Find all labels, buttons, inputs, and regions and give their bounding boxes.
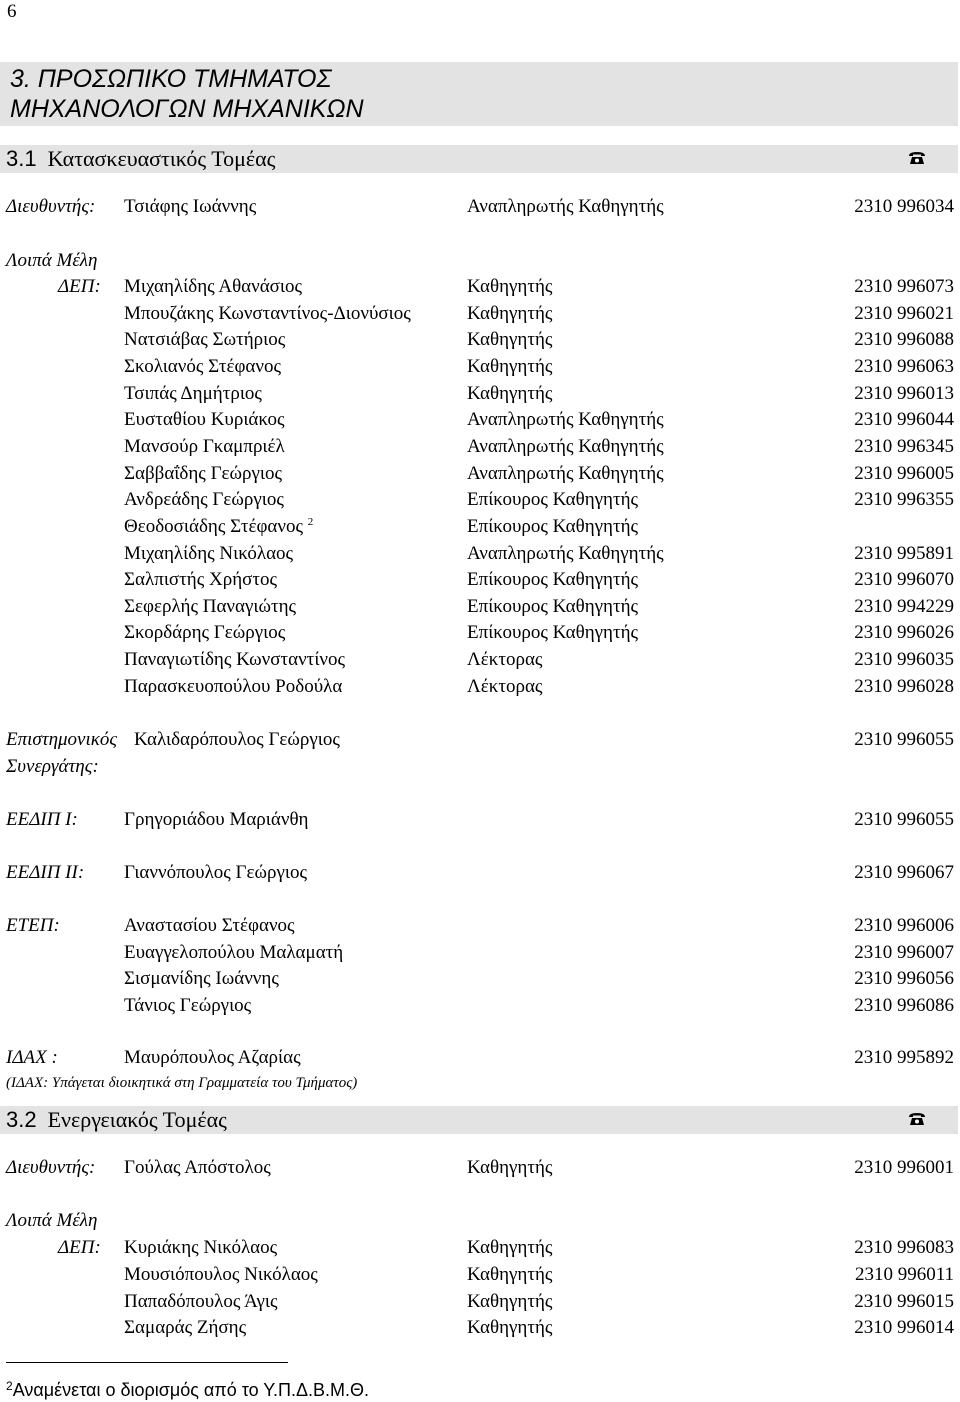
idax-phone: 2310 995892 (854, 1047, 954, 1068)
telephone-icon (908, 1111, 926, 1127)
member-rank: Αναπληρωτής Καθηγητής (467, 436, 664, 457)
other-members-label: Λοιπά Μέλη (6, 250, 98, 271)
section-3-2-heading (0, 1106, 958, 1134)
member-name: Μιχαηλίδης Αθανάσιος (124, 276, 303, 297)
director-name: Γούλας Απόστολος (124, 1157, 271, 1178)
member-name: Παπαδόπουλος Άγις (124, 1291, 278, 1312)
eedip-2-name: Γιαννόπουλος Γεώργιος (124, 862, 308, 883)
etep-name: Ευαγγελοπούλου Μαλαματή (124, 942, 344, 963)
other-members-label: Λοιπά Μέλη (6, 1210, 98, 1231)
director-name: Τσιάφης Ιωάννης (124, 196, 257, 217)
scientific-associate-label-2: Συνεργάτης: (6, 756, 99, 777)
chapter-heading (0, 62, 958, 126)
member-rank: Καθηγητής (467, 383, 553, 404)
scientific-associate-phone: 2310 996055 (854, 729, 954, 750)
eedip-2-phone: 2310 996067 (854, 862, 954, 883)
member-phone: 2310 996013 (854, 383, 954, 404)
chapter-heading-line-1: 3. ΠΡΟΣΩΠΙΚΟ ΤΜΗΜΑΤΟΣ (10, 65, 332, 93)
member-phone: 2310 996026 (854, 622, 954, 643)
member-rank: Επίκουρος Καθηγητής (467, 596, 639, 617)
member-phone: 2310 996005 (854, 463, 954, 484)
section-number: 3.2 (6, 1107, 37, 1132)
etep-phone: 2310 996086 (854, 995, 954, 1016)
member-phone: 2310 996014 (854, 1317, 954, 1338)
member-phone: 2310 996088 (854, 329, 954, 350)
member-rank: Επίκουρος Καθηγητής (467, 622, 639, 643)
member-name: Παναγιωτίδης Κωνσταντίνος (124, 649, 346, 670)
director-label: Διευθυντής: (6, 196, 96, 217)
member-rank: Καθηγητής (467, 303, 553, 324)
member-name: Ανδρεάδης Γεώργιος (124, 489, 284, 510)
eedip-1-phone: 2310 996055 (854, 809, 954, 830)
footnote-divider (6, 1362, 288, 1363)
member-phone: 2310 996035 (854, 649, 954, 670)
section-number: 3.1 (6, 146, 37, 171)
etep-name: Σισμανίδης Ιωάννης (124, 968, 279, 989)
etep-phone: 2310 996007 (854, 942, 954, 963)
member-rank: Επίκουρος Καθηγητής (467, 516, 639, 537)
member-name: Σκολιανός Στέφανος (124, 356, 281, 377)
member-phone: 2310 996073 (854, 276, 954, 297)
member-name: Τσιπάς Δημήτριος (124, 383, 262, 404)
member-rank: Καθηγητής (467, 1264, 553, 1285)
member-phone: 2310 996070 (854, 569, 954, 590)
eedip-1-name: Γρηγοριάδου Μαριάνθη (124, 809, 309, 830)
member-name: Παρασκευοπούλου Ροδούλα (124, 676, 343, 697)
member-name: Μουσιόπουλος Νικόλαος (124, 1264, 318, 1285)
footnote (6, 1378, 369, 1402)
member-name: Σαμαράς Ζήσης (124, 1317, 247, 1338)
idax-name: Μαυρόπουλος Αζαρίας (124, 1047, 301, 1068)
member-phone: 2310 996011 (854, 1264, 954, 1285)
member-rank: Αναπληρωτής Καθηγητής (467, 409, 664, 430)
member-phone: 2310 996028 (854, 676, 954, 697)
scientific-associate-label: Επιστημονικός (6, 729, 118, 750)
member-name: Σεφερλής Παναγιώτης (124, 596, 297, 617)
member-name: Μιχαηλίδης Νικόλαος (124, 543, 294, 564)
member-phone: 2310 994229 (854, 596, 954, 617)
member-rank: Λέκτορας (467, 676, 543, 697)
member-phone: 2310 996345 (854, 436, 954, 457)
footnote-marker: 2 (307, 516, 314, 528)
idax-note: (ΙΔΑΧ: Υπάγεται διοικητικά στη Γραμματεία του Τμήματος) (6, 1075, 358, 1091)
member-name: Σκορδάρης Γεώργιος (124, 622, 286, 643)
member-rank: Καθηγητής (467, 1237, 553, 1258)
footnote-marker: 2 (6, 1379, 13, 1393)
director-phone: 2310 996001 (854, 1157, 954, 1178)
member-rank: Καθηγητής (467, 1317, 553, 1338)
member-name: Θεοδοσιάδης Στέφανος $^2$ (124, 516, 314, 537)
dep-label: ΔΕΠ: (58, 1237, 101, 1258)
section-3-1-heading (0, 145, 958, 173)
member-rank: Καθηγητής (467, 329, 553, 350)
director-label: Διευθυντής: (6, 1157, 96, 1178)
idax-label: ΙΔΑΧ : (6, 1047, 58, 1068)
member-name: Σαλπιστής Χρήστος (124, 569, 278, 590)
member-name: Μανσούρ Γκαμπριέλ (124, 436, 285, 457)
etep-label: ΕΤΕΠ: (6, 915, 60, 936)
etep-phone: 2310 996056 (854, 968, 954, 989)
member-rank: Καθηγητής (467, 1291, 553, 1312)
member-phone: 2310 996021 (854, 303, 954, 324)
member-phone: 2310 996044 (854, 409, 954, 430)
telephone-icon (908, 150, 926, 166)
member-rank: Καθηγητής (467, 356, 553, 377)
member-rank: Καθηγητής (467, 276, 553, 297)
etep-name: Τάνιος Γεώργιος (124, 995, 252, 1016)
scientific-associate-name: Καλιδαρόπουλος Γεώργιος (134, 729, 340, 750)
member-phone: 2310 995891 (854, 543, 954, 564)
member-name: Μπουζάκης Κωνσταντίνος-Διονύσιος (124, 303, 411, 324)
director-rank: Καθηγητής (467, 1157, 553, 1178)
dep-label: ΔΕΠ: (58, 276, 101, 297)
member-phone: 2310 996015 (854, 1291, 954, 1312)
member-rank: Αναπληρωτής Καθηγητής (467, 543, 664, 564)
eedip-2-label: ΕΕΔΙΠ ΙΙ: (6, 862, 85, 883)
chapter-heading-line-2: ΜΗΧΑΝΟΛΟΓΩΝ ΜΗΧΑΝΙΚΩΝ (10, 95, 364, 123)
section-title: Ενεργειακός Τομέας (47, 1107, 227, 1132)
member-name: Νατσιάβας Σωτήριος (124, 329, 286, 350)
member-rank: Επίκουρος Καθηγητής (467, 569, 639, 590)
member-rank: Επίκουρος Καθηγητής (467, 489, 639, 510)
member-name: Ευσταθίου Κυριάκος (124, 409, 285, 430)
etep-phone: 2310 996006 (854, 915, 954, 936)
footnote-text: Αναμένεται ο διορισμός από το Υ.Π.Δ.Β.Μ.Θ. (12, 1380, 370, 1400)
director-rank: Αναπληρωτής Καθηγητής (467, 196, 664, 217)
member-phone: 2310 996063 (854, 356, 954, 377)
eedip-1-label: ΕΕΔΙΠ Ι: (6, 809, 78, 830)
member-rank: Λέκτορας (467, 649, 543, 670)
member-name: Σαββαΐδης Γεώργιος (124, 463, 283, 484)
page-number: 6 (7, 1, 17, 22)
etep-name: Αναστασίου Στέφανος (124, 915, 295, 936)
member-rank: Αναπληρωτής Καθηγητής (467, 463, 664, 484)
section-title: Κατασκευαστικός Τομέας (47, 146, 276, 171)
member-name: Κυριάκης Νικόλαος (124, 1237, 278, 1258)
member-phone: 2310 996355 (854, 489, 954, 510)
director-phone: 2310 996034 (854, 196, 954, 217)
member-phone: 2310 996083 (854, 1237, 954, 1258)
